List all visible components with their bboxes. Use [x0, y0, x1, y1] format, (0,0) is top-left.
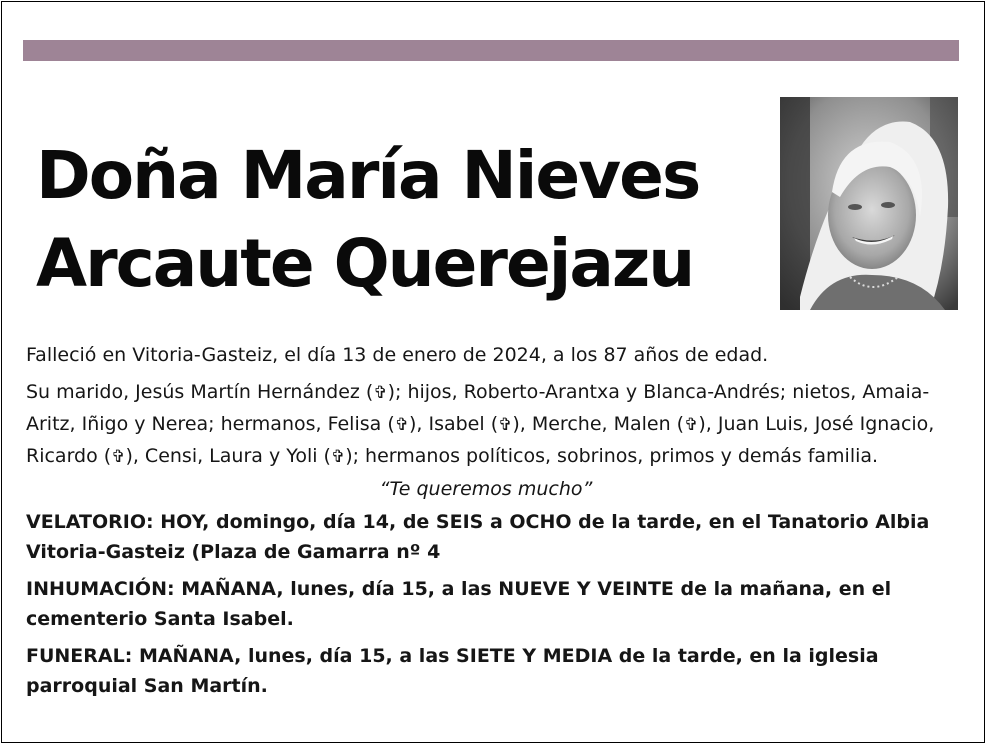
notice-body — [26, 340, 946, 708]
cross-icon: ✞ — [373, 383, 388, 403]
death-statement: Falleció en Vitoria-Gasteiz, el día 13 de enero de 2024, a los 87 años de edad. — [26, 344, 769, 366]
header-bar — [23, 40, 959, 61]
deceased-name — [36, 132, 756, 308]
cross-icon: ✞ — [330, 447, 346, 467]
name-line-1: Doña María Nieves — [36, 137, 700, 214]
funeral-info: FUNERAL: MAÑANA, lunes, día 15, a las SIETE Y MEDIA de la tarde, en la iglesia parroquial San Martín. — [26, 645, 879, 697]
family-text: ), Merche, Malen ( — [512, 413, 685, 435]
family-text: ); hermanos políticos, sobrinos, primos y demás familia. — [345, 445, 879, 467]
obituary-notice — [1, 1, 985, 743]
velatorio-info: VELATORIO: HOY, domingo, día 14, de SEIS a OCHO de la tarde, en el Tanatorio Albia Vitoria-Gasteiz (Plaza de Gamarra nº 4 — [26, 511, 930, 563]
family-text: ), Censi, Laura y Yoli ( — [125, 445, 331, 467]
cross-icon: ✞ — [111, 447, 126, 467]
portrait-photo — [780, 97, 958, 310]
cross-icon: ✞ — [684, 415, 699, 435]
inhumacion-info: INHUMACIÓN: MAÑANA, lunes, día 15, a las NUEVE Y VEINTE de la mañana, en el cementerio Santa Isabel. — [26, 578, 892, 630]
name-line-2: Arcaute Querejazu — [36, 225, 694, 302]
family-text: ), Juan Luis, José Ignacio, Ricardo ( — [26, 413, 935, 467]
family-list — [26, 377, 946, 473]
family-text: ); hijos, Roberto-Arantxa y Blanca-Andrés; nietos, Amaia-Aritz, Iñigo y Nerea; hermanos, Felisa ( — [26, 381, 930, 435]
cross-icon: ✞ — [394, 415, 409, 435]
cross-icon: ✞ — [498, 415, 513, 435]
memorial-quote: “Te queremos mucho” — [379, 478, 593, 500]
family-text: Su marido, Jesús Martín Hernández ( — [26, 381, 374, 403]
family-text: ), Isabel ( — [408, 413, 499, 435]
